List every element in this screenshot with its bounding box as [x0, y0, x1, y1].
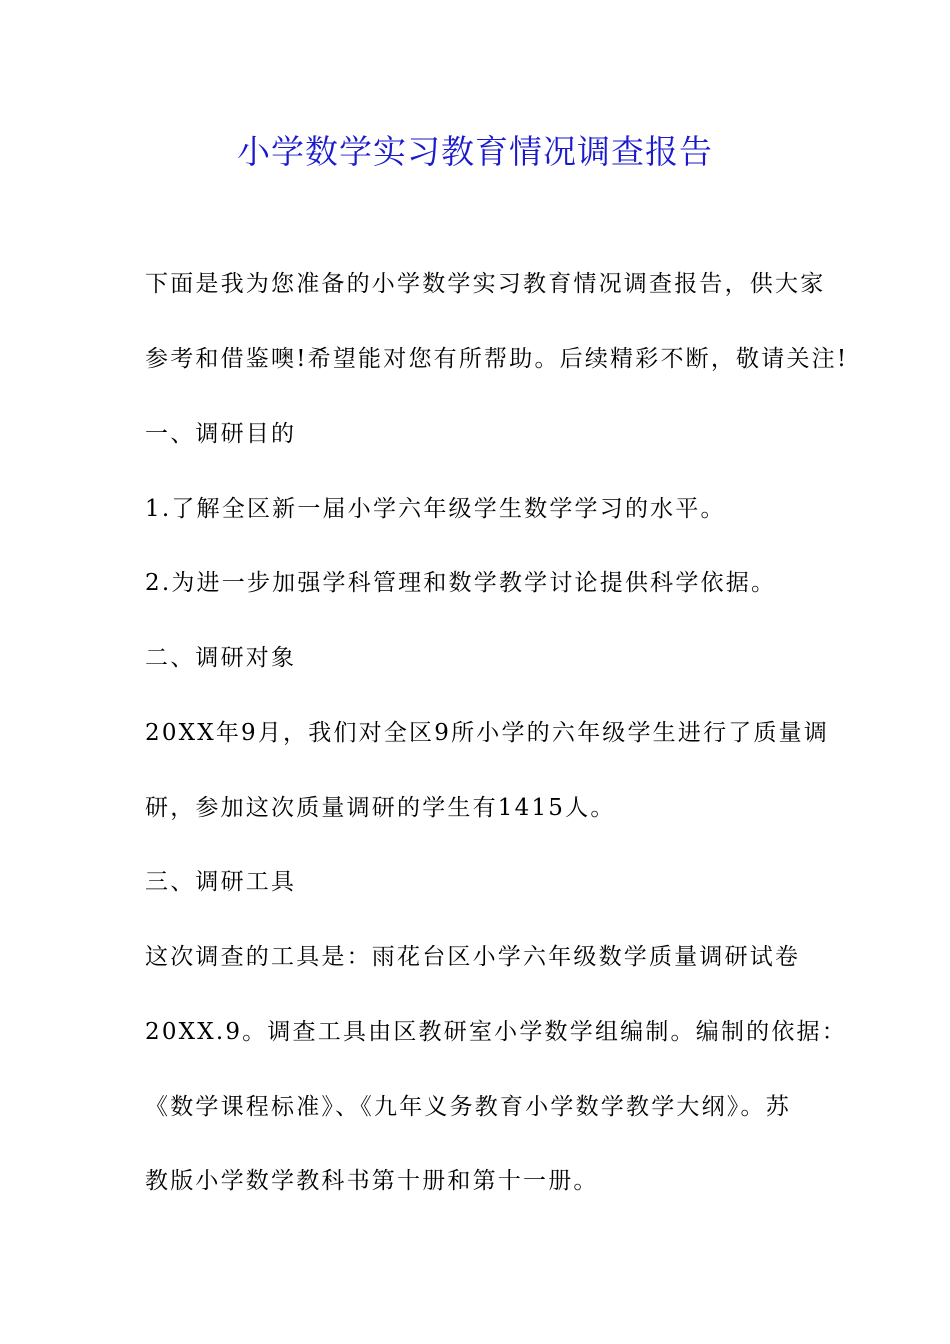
subjects-line-2: 研，参加这次质量调研的学生有1415人。: [145, 795, 616, 821]
tools-line-2: 20XX.9。调查工具由区教研室小学数学组编制。编制的依据：: [145, 1019, 847, 1045]
intro-line-2: 参考和借鉴噢!希望能对您有所帮助。后续精彩不断，敬请关注!: [145, 346, 849, 372]
intro-line-1: 下面是我为您准备的小学数学实习教育情况调查报告，供大家: [145, 271, 826, 297]
section-heading-subjects: 二、调研对象: [145, 645, 297, 671]
section-heading-tools: 三、调研工具: [145, 869, 297, 895]
section-heading-purpose: 一、调研目的: [145, 421, 297, 447]
document-title: 小学数学实习教育情况调查报告: [237, 132, 713, 171]
subjects-line-1: 20XX年9月，我们对全区9所小学的六年级学生进行了质量调: [145, 720, 830, 746]
tools-line-4: 教版小学数学教科书第十册和第十一册。: [145, 1168, 599, 1194]
purpose-item-1: 1.了解全区新一届小学六年级学生数学学习的水平。: [145, 496, 726, 522]
tools-line-1: 这次调查的工具是：雨花台区小学六年级数学质量调研试卷: [145, 944, 801, 970]
tools-line-3: 《数学课程标准》、《九年义务教育小学数学教学大纲》。苏: [145, 1094, 791, 1120]
purpose-item-2: 2.为进一步加强学科管理和数学教学讨论提供科学依据。: [145, 570, 777, 596]
